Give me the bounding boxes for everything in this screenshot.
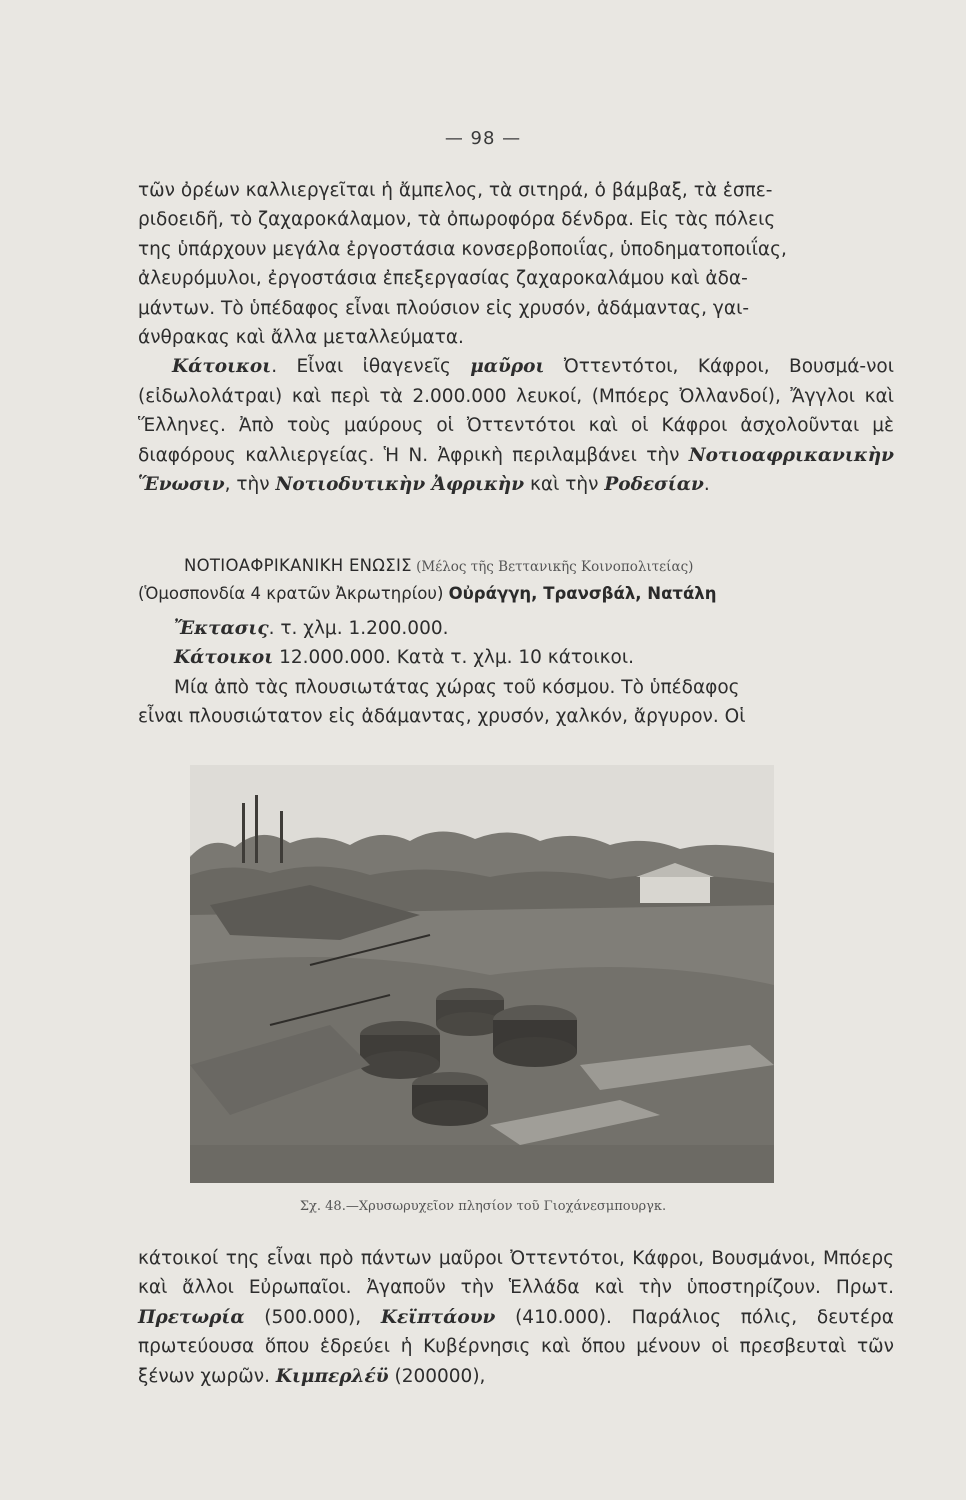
emphasis-southwest: Νοτιοδυτικὴν Ἀφρικὴν — [275, 474, 525, 496]
text-run: (200000), — [388, 1365, 486, 1387]
text-line: άνθρακας καὶ ἄλλα μεταλλεύματα. — [138, 327, 464, 349]
city-kimberley: Κιμπερλέϋ — [275, 1365, 389, 1387]
text-run: κάτοικοί της εἶναι πρὸ πάντων μαῦροι Ὀττεντότοι, Κάφροι, Βουσμάνοι, Μπόερς καὶ ἄλλοι Εὐρωπαῖοι. Ἀγαποῦν τὴν Ἑλλάδα καὶ τὴν ὑποστηρίζουν. Πρωτ. — [138, 1248, 894, 1299]
text-run: . Εἶναι ἰθαγενεῖς — [271, 356, 471, 378]
area-label: Ἔκτασις — [174, 618, 269, 639]
text-run: (410.000). Παράλιος πόλις, δευτέρα πρωτεύουσα ὅπου ἑδρεύει ἡ Κυβέρνησις καὶ ὅπου μένουν οἱ πρεσβευταὶ τῶν ξένων χωρῶν. — [138, 1306, 894, 1387]
section-sub-text: (Ὁμοσπονδία 4 κρατῶν Ἀκρωτηρίου) — [138, 584, 449, 603]
figure-caption: Σχ. 48.—Χρυσωρυχεῖον πλησίον τοῦ Γιοχάνεσμπουργκ. — [299, 1199, 667, 1214]
text-run: (500.000), — [244, 1306, 381, 1328]
emphasis-rhodesia: Ροδεσίαν — [604, 474, 704, 496]
goldmine-photo — [190, 765, 774, 1183]
text-run: . — [703, 474, 710, 496]
paragraph-bottom — [138, 1244, 894, 1391]
photo-illustration — [190, 765, 774, 1183]
emphasis-mauroi: μαῦροι — [470, 356, 545, 378]
section-subheading — [138, 584, 716, 603]
city-pretoria: Πρετωρία — [138, 1306, 245, 1328]
text-line: τῶν ὀρέων καλλιεργεῖται ἡ ἄμπελος, τὰ σιτηρά, ὁ βάμβαξ, τὰ ἑσπε- — [138, 180, 773, 201]
wealth-text: Μία ἀπὸ τὰς πλουσιωτάτας χώρας τοῦ κόσμου. Τὸ ὑπέδαφος — [174, 676, 740, 698]
population-label: Κάτοικοι — [174, 647, 274, 669]
wealth-text: εἶναι πλουσιώτατον εἰς ἀδάμαντας, χρυσόν, χαλκόν, ἄργυρον. Οἱ — [138, 706, 746, 728]
section-title: ΝΟΤΙΟΑΦΡΙΚΑΝΙΚΗ ΕΝΩΣΙΣ — [184, 556, 412, 575]
text-line: της ὑπάρχουν μεγάλα ἐργοστάσια κονσερβοποιΐας, ὑποδηματοποιΐας, — [138, 238, 787, 260]
stats-block — [138, 614, 894, 732]
section-title-note: (Μέλος τῆς Βεττανικῆς Κοινοπολιτείας) — [411, 559, 694, 575]
text-run: , τὴν — [224, 474, 276, 496]
inhabitants-label: Κάτοικοι — [172, 356, 272, 378]
paragraph-top — [138, 176, 894, 499]
text-run: καὶ τὴν — [524, 474, 605, 496]
text-line: ριδοειδῆ, τὸ ζαχαροκάλαμον, τὰ ὀπωροφόρα δένδρα. Εἰς τὰς πόλεις — [138, 209, 776, 231]
text-run: Ὀττεντότοι, Κάφροι, Βουσμά-νοι (εἰδωλολάτραι) καὶ περὶ τὰ 2.000.000 λευκοί, (Μπόερς Ὀλλανδοί), Ἄγγλοι καὶ Ἕλληνες. Ἀπὸ τοὺς μαύρους οἱ Ὀττεντότοι καὶ οἱ Κάφροι ἀσχολοῦνται μὲ διαφόρους καλλιεργείας. Ἡ Ν. Ἀφρικὴ περιλαμβάνει τὴν — [138, 356, 894, 466]
text-line: ἀλευρόμυλοι, ἐργοστάσια ἐπεξεργασίας ζαχαροκαλάμου καὶ ἀδα- — [138, 268, 748, 290]
emphasis-union: Νοτιοαφρικανικὴν Ἕνωσιν — [138, 444, 894, 496]
text-line: μάντων. Τὸ ὑπέδαφος εἶναι πλούσιον εἰς χρυσόν, ἀδάμαντας, γαι- — [138, 297, 750, 319]
page-number: — 98 — — [444, 128, 522, 149]
city-capetown: Κεϊπτάουν — [380, 1306, 496, 1328]
area-value: . τ. χλμ. 1.200.000. — [268, 618, 449, 639]
section-heading — [184, 556, 693, 575]
section-sub-states: Οὐράγγη, Τρανσβάλ, Νατάλη — [448, 584, 717, 603]
population-value: 12.000.000. Κατὰ τ. χλμ. 10 κάτοικοι. — [273, 647, 634, 669]
